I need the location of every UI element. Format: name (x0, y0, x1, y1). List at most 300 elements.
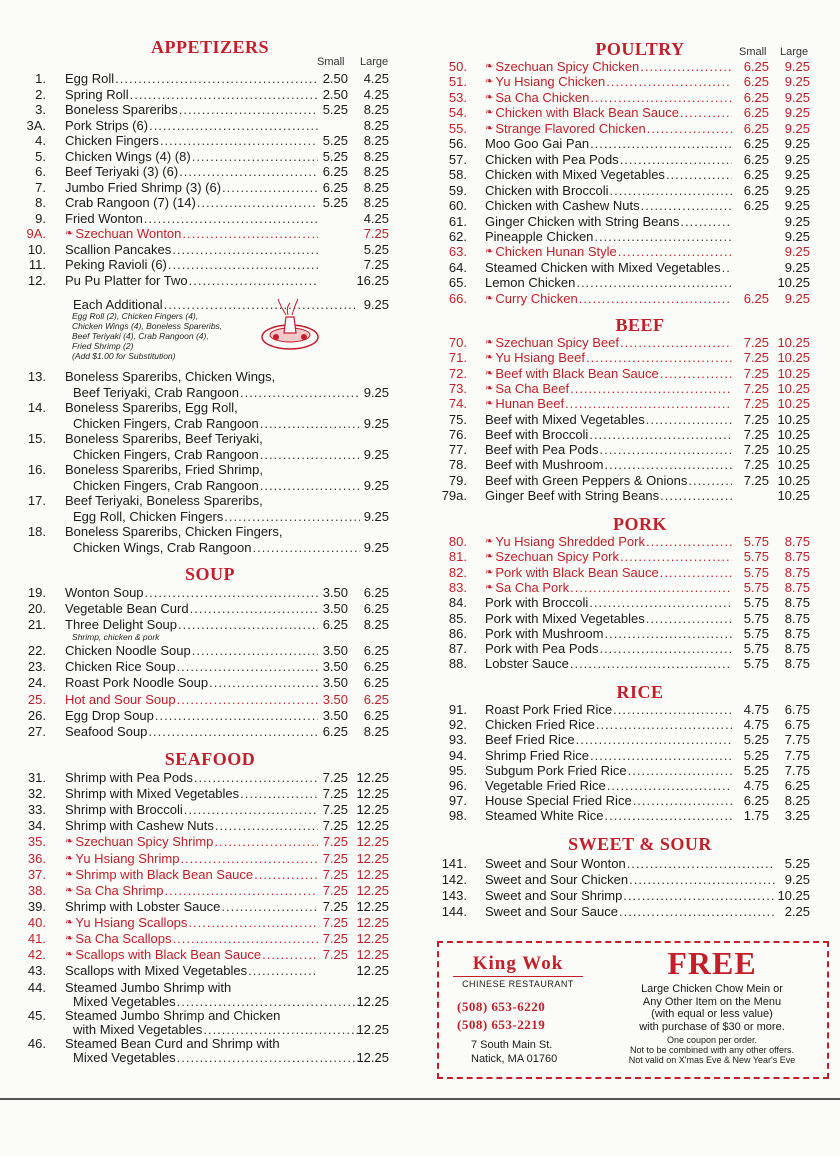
large-price: 2.25 (784, 904, 810, 919)
item-number: 74. (448, 396, 467, 412)
large-price: 12.25 (356, 882, 389, 898)
item-name-wrap (485, 856, 775, 872)
item-name: Yu Hsiang Chicken (495, 74, 606, 90)
leader-dots (641, 198, 732, 214)
leader-dots (260, 416, 360, 432)
menu-item-row (430, 229, 840, 245)
small-price: 3.50 (322, 643, 348, 658)
item-name: Fried Wonton (65, 210, 143, 226)
large-price: 4.25 (363, 86, 389, 102)
small-price: 7.25 (743, 335, 769, 350)
large-price: 3.25 (784, 808, 810, 824)
item-name-wrap (485, 214, 732, 230)
large-price: 10.25 (777, 380, 810, 396)
menu-item-row (0, 851, 420, 867)
menu-item-row (430, 457, 840, 473)
item-name-wrap (65, 899, 318, 915)
item-name-wrap (485, 473, 732, 489)
item-number: 36. (27, 850, 46, 866)
item-name-wrap (65, 273, 318, 289)
leader-dots (149, 118, 318, 134)
large-price: 9.25 (784, 290, 810, 306)
leader-dots (594, 229, 732, 245)
phone-2: (508) 653-2219 (457, 1017, 546, 1032)
menu-item-row (430, 763, 840, 779)
item-number: 50. (448, 59, 467, 74)
leader-dots (590, 90, 732, 106)
item-name: Chicken Wings (4) (8) (65, 148, 191, 164)
leader-dots (197, 195, 318, 211)
small-price: 7.25 (322, 866, 348, 882)
item-number: 19. (27, 585, 46, 600)
item-number: 12. (27, 272, 46, 288)
menu-item-row (430, 183, 840, 199)
large-price: 9.25 (363, 384, 389, 400)
menu-item-row (0, 257, 420, 273)
small-price: 7.25 (322, 850, 348, 866)
large-price: 6.25 (363, 601, 389, 616)
small-price: 5.25 (743, 732, 769, 748)
item-number: 71. (448, 350, 467, 366)
item-name-wrap (65, 818, 318, 834)
large-price: 10.25 (777, 472, 810, 488)
item-name-wrap (65, 851, 318, 867)
large-price: 9.25 (363, 297, 389, 312)
item-name: Beef with Green Peppers & Onions (485, 472, 688, 488)
item-number: 81. (448, 549, 467, 565)
large-price: 8.75 (784, 625, 810, 641)
item-name: Egg Drop Soup (65, 707, 154, 723)
small-price: 7.25 (743, 457, 769, 473)
item-name: Chicken Noodle Soup (65, 643, 191, 658)
small-price: 6.25 (743, 198, 769, 214)
item-number: 58. (448, 167, 467, 183)
item-name: Roast Pork Noodle Soup (65, 675, 209, 691)
item-name-wrap (485, 626, 732, 642)
item-name-wrap (485, 611, 732, 627)
leader-dots (179, 164, 318, 180)
small-price: 5.75 (743, 534, 769, 549)
menu-item-row (430, 335, 840, 351)
spicy-pepper-icon: ❧ (485, 581, 494, 593)
large-price: 9.25 (784, 136, 810, 152)
item-name-wrap (65, 601, 318, 617)
large-price: 10.25 (777, 411, 810, 427)
large-price: 12.25 (356, 994, 389, 1009)
large-price: 9.25 (784, 151, 810, 167)
item-name: Chicken with Mixed Vegetables (485, 167, 665, 183)
restaurant-name: King Wok (453, 953, 583, 977)
menu-item-row (430, 90, 840, 106)
item-name-wrap (485, 105, 732, 121)
item-number: 5. (35, 148, 46, 164)
item-name-wrap (485, 763, 732, 779)
leader-dots (596, 717, 732, 733)
menu-item-row (430, 427, 840, 443)
leader-dots (189, 273, 318, 289)
menu-item-row (430, 488, 840, 504)
menu-item-row (0, 617, 420, 633)
large-price: 12.25 (356, 834, 389, 850)
menu-item-row (0, 87, 420, 103)
small-price: 3.50 (322, 659, 348, 675)
leader-dots (215, 818, 318, 834)
spicy-pepper-icon: ❧ (485, 337, 494, 348)
item-name: Sa Cha Scallops (75, 931, 172, 946)
leader-dots (177, 1050, 360, 1066)
item-name-wrap (65, 180, 318, 196)
item-number: 51. (448, 74, 467, 90)
menu-item-row (430, 611, 840, 627)
item-number: 55. (448, 120, 467, 136)
large-price: 9.25 (784, 228, 810, 244)
menu-item-row (0, 834, 420, 850)
item-number: 18. (27, 524, 46, 539)
menu-item-row (430, 152, 840, 168)
item-name-wrap (485, 396, 732, 412)
item-number: 20. (27, 601, 46, 616)
item-name-wrap (485, 427, 732, 443)
large-price: 8.25 (363, 133, 389, 148)
large-price: 12.25 (356, 770, 389, 785)
spicy-pepper-icon: ❧ (485, 382, 494, 394)
small-price: 6.25 (743, 120, 769, 136)
menu-item-row (430, 260, 840, 276)
item-name-wrap (65, 211, 318, 227)
item-name-wrap (485, 183, 732, 199)
large-price: 5.25 (784, 856, 810, 871)
item-name-wrap (485, 90, 732, 106)
item-name: Pork with Pea Pods (485, 641, 599, 657)
item-name: Pork Strips (6) (65, 117, 149, 133)
large-price: 9.25 (784, 167, 810, 183)
large-price: 9.25 (784, 244, 810, 260)
spicy-pepper-icon: ❧ (485, 551, 494, 563)
item-name-wrap (65, 118, 318, 134)
item-name-wrap (485, 366, 732, 382)
item-name-wrap (65, 133, 318, 149)
menu-item-row (430, 808, 840, 824)
large-price: 12.25 (356, 1050, 389, 1065)
item-name-wrap (65, 963, 318, 979)
large-price: 9.25 (363, 508, 389, 524)
small-price: 5.75 (743, 549, 769, 565)
menu-item-row-line1 (0, 524, 420, 540)
item-name: Shrimp with Lobster Sauce (65, 898, 221, 914)
large-price: 9.25 (784, 872, 810, 887)
leader-dots (184, 802, 318, 818)
leader-dots (680, 214, 732, 230)
address-line-1: 7 South Main St. (471, 1039, 553, 1051)
leader-dots (589, 595, 732, 611)
item-name-wrap (65, 149, 318, 165)
menu-item-row (430, 136, 840, 152)
leader-dots (590, 136, 732, 152)
menu-item-row (430, 549, 840, 565)
leader-dots (145, 585, 318, 601)
item-name: Boneless Spareribs (65, 102, 178, 117)
menu-item-row (0, 947, 420, 963)
item-number: 3. (35, 102, 46, 117)
small-price: 7.25 (743, 472, 769, 488)
menu-item-row (0, 963, 420, 979)
item-number: 27. (27, 724, 46, 739)
item-name-wrap (65, 164, 318, 180)
large-price: 9.25 (784, 59, 810, 74)
beef-heading: BEEF (615, 315, 665, 335)
item-number: 4. (35, 133, 46, 148)
menu-item-row (0, 180, 420, 196)
item-name: Szechuan Spicy Pork (495, 549, 619, 565)
item-name: Szechuan Wonton (75, 226, 182, 241)
item-name-wrap (485, 167, 732, 183)
item-name: Seafood Soup (65, 724, 148, 739)
item-name-wrap (485, 488, 732, 504)
menu-item-row-line2 (0, 478, 420, 494)
menu-item-row (0, 643, 420, 659)
item-name-line1: Boneless Spareribs, Egg Roll, (65, 400, 238, 415)
menu-item-row (0, 273, 420, 289)
item-name-wrap (65, 675, 318, 691)
seafood-heading: SEAFOOD (164, 749, 256, 769)
large-price: 10.25 (777, 396, 810, 412)
small-price: 3.50 (322, 601, 348, 616)
item-number: 46. (27, 1036, 46, 1051)
menu-item-row-line1 (0, 493, 420, 509)
item-number: 44. (27, 980, 46, 995)
spicy-pepper-icon: ❧ (65, 868, 74, 880)
large-price: 12.25 (356, 931, 389, 946)
item-name: Chicken with Cashew Nuts (485, 198, 640, 214)
item-number: 65. (448, 275, 467, 291)
fine-print-line: One coupon per order. (666, 1035, 758, 1045)
small-price: 7.25 (743, 365, 769, 381)
leader-dots (172, 242, 318, 258)
menu-item-row (430, 244, 840, 260)
leader-dots (680, 105, 732, 121)
item-number: 141. (441, 856, 467, 871)
offer-line: with purchase of $30 or more. (639, 1020, 785, 1033)
small-price: 6.25 (743, 151, 769, 167)
item-number: 53. (448, 89, 467, 105)
item-name-wrap (485, 74, 732, 90)
item-number: 97. (448, 793, 467, 809)
item-name-wrap (485, 335, 732, 351)
leader-dots (570, 580, 732, 596)
platter-note-line: Beef Teriyaki (4), Crab Rangoon (4), (72, 331, 209, 341)
item-name-line2: Beef Teriyaki, Crab Rangoon (73, 384, 239, 400)
menu-item-row (430, 214, 840, 230)
item-number: 96. (448, 778, 467, 793)
item-number: 37. (27, 866, 46, 882)
large-price: 6.25 (363, 675, 389, 691)
item-number: 25. (27, 691, 46, 707)
menu-item-row (0, 211, 420, 227)
leader-dots (160, 133, 318, 149)
small-price: 5.25 (322, 148, 348, 164)
small-price: 5.25 (743, 762, 769, 778)
item-number: 34. (27, 818, 46, 834)
small-price: 7.25 (322, 914, 348, 930)
item-name-wrap (485, 381, 732, 397)
large-price: 6.25 (363, 643, 389, 658)
menu-item-row (430, 778, 840, 794)
small-price: 4.75 (743, 778, 769, 793)
item-name-line1: Boneless Spareribs, Chicken Wings, (65, 369, 276, 384)
platter-note-line: Chicken Wings (4), Boneless Spareribs, (72, 321, 223, 331)
large-price: 9.25 (784, 259, 810, 275)
leader-dots (221, 899, 318, 915)
item-name-wrap (485, 260, 732, 276)
menu-item-row (0, 297, 420, 313)
leader-dots (629, 872, 775, 888)
menu-item-row (0, 659, 420, 675)
small-price: 3.50 (322, 585, 348, 600)
item-name-line1: Beef Teriyaki, Boneless Spareribs, (65, 493, 263, 508)
large-price: 8.25 (363, 102, 389, 117)
menu-item-row (0, 867, 420, 883)
large-price: 7.25 (363, 257, 389, 272)
large-price: 6.25 (363, 707, 389, 723)
menu-item-row (0, 899, 420, 915)
item-number: 94. (448, 747, 467, 763)
menu-item-row (0, 931, 420, 947)
item-name-wrap (65, 708, 318, 724)
leader-dots (222, 180, 318, 196)
item-number: 76. (448, 426, 467, 442)
large-price: 8.25 (363, 179, 389, 195)
item-name-wrap (485, 412, 732, 428)
item-name-wrap (485, 59, 732, 75)
large-price: 8.75 (784, 579, 810, 595)
item-number: 15. (27, 431, 46, 446)
item-number: 10. (27, 241, 46, 257)
menu-item-row (430, 888, 840, 904)
leader-dots (646, 611, 732, 627)
item-name-wrap (65, 257, 318, 273)
menu-item-row (430, 702, 840, 718)
small-price: 7.25 (322, 770, 348, 785)
item-name-wrap (73, 509, 360, 525)
item-name-wrap (73, 478, 360, 494)
item-number: 32. (27, 786, 46, 802)
menu-item-row (0, 585, 420, 601)
item-name-line2: Chicken Fingers, Crab Rangoon (73, 415, 259, 431)
menu-item-row (430, 904, 840, 920)
leader-dots (660, 488, 732, 504)
leader-dots (586, 350, 732, 366)
leader-dots (660, 366, 732, 382)
item-name-wrap (65, 226, 318, 242)
large-price: 7.75 (784, 732, 810, 748)
item-name-wrap (485, 457, 732, 473)
small-price: 5.75 (743, 656, 769, 672)
item-name: Sweet and Sour Shrimp (485, 888, 623, 903)
small-price: 6.25 (743, 167, 769, 183)
menu-item-row (0, 226, 420, 242)
item-number: 9A. (26, 226, 46, 241)
item-name-wrap (485, 136, 732, 152)
menu-item-row (0, 915, 420, 931)
item-name-wrap (65, 102, 318, 118)
item-name-wrap (65, 643, 318, 659)
menu-item-row (430, 381, 840, 397)
item-number: 88. (448, 656, 467, 672)
menu-item-row-line2 (0, 385, 420, 401)
small-price: 6.25 (322, 179, 348, 195)
coupon-ad (437, 941, 829, 1079)
menu-item-row (0, 118, 420, 134)
menu-item-row (430, 641, 840, 657)
item-number: 82. (448, 564, 467, 580)
leader-dots (188, 915, 318, 931)
item-name: House Special Fried Rice (485, 793, 632, 809)
item-number: 39. (27, 898, 46, 914)
item-name: Peking Ravioli (6) (65, 257, 167, 272)
address-line-2: Natick, MA 01760 (471, 1053, 558, 1065)
item-number: 77. (448, 442, 467, 458)
item-name: Roast Pork Fried Rice (485, 702, 613, 717)
leader-dots (177, 659, 318, 675)
item-name-wrap (65, 692, 318, 708)
item-number: 1. (35, 71, 46, 86)
leader-dots (570, 656, 732, 672)
large-price: 12.25 (356, 1022, 389, 1037)
item-number: 79. (448, 472, 467, 488)
item-number: 11. (28, 257, 46, 272)
item-name: Sweet and Sour Chicken (485, 872, 629, 887)
large-price: 10.25 (777, 335, 810, 350)
leader-dots (192, 149, 318, 165)
item-name: Chicken with Broccoli (485, 182, 609, 198)
spicy-pepper-icon: ❧ (485, 292, 494, 304)
offer-line: Any Other Item on the Menu (642, 995, 782, 1008)
item-name: Scallops with Mixed Vegetables (65, 963, 248, 979)
spicy-pepper-icon: ❧ (65, 949, 74, 961)
small-price: 7.25 (743, 426, 769, 442)
menu-item-row (430, 198, 840, 214)
item-name-wrap (485, 442, 732, 458)
platter-note-line: Fried Shrimp (2) (72, 341, 134, 351)
item-name: Curry Chicken (495, 290, 578, 306)
large-price: 7.75 (784, 762, 810, 778)
spicy-pepper-icon: ❧ (485, 352, 494, 364)
menu-item-row (0, 242, 420, 258)
item-number: 142. (441, 872, 467, 887)
item-name-line1: Boneless Spareribs, Fried Shrimp, (65, 462, 263, 477)
leader-dots (260, 447, 360, 463)
item-name-wrap (485, 121, 732, 137)
large-price: 6.25 (363, 585, 389, 600)
large-price: 6.25 (363, 659, 389, 675)
large-price: 12.25 (356, 963, 389, 979)
leader-dots (619, 904, 775, 920)
large-price: 10.25 (777, 275, 810, 291)
item-number: 63. (448, 244, 467, 260)
small-price: 6.25 (743, 182, 769, 198)
small-price: 2.50 (322, 71, 348, 86)
item-name-wrap (65, 724, 318, 740)
item-number: 98. (448, 808, 467, 824)
item-name: Hot and Sour Soup (65, 691, 176, 707)
small-price: 7.25 (322, 834, 348, 850)
leader-dots (173, 931, 318, 947)
restaurant-logo (453, 953, 583, 989)
menu-item-row (430, 74, 840, 90)
leader-dots (623, 888, 775, 904)
phone-1: (508) 653-6220 (457, 999, 546, 1014)
item-name: Lemon Chicken (485, 275, 576, 291)
